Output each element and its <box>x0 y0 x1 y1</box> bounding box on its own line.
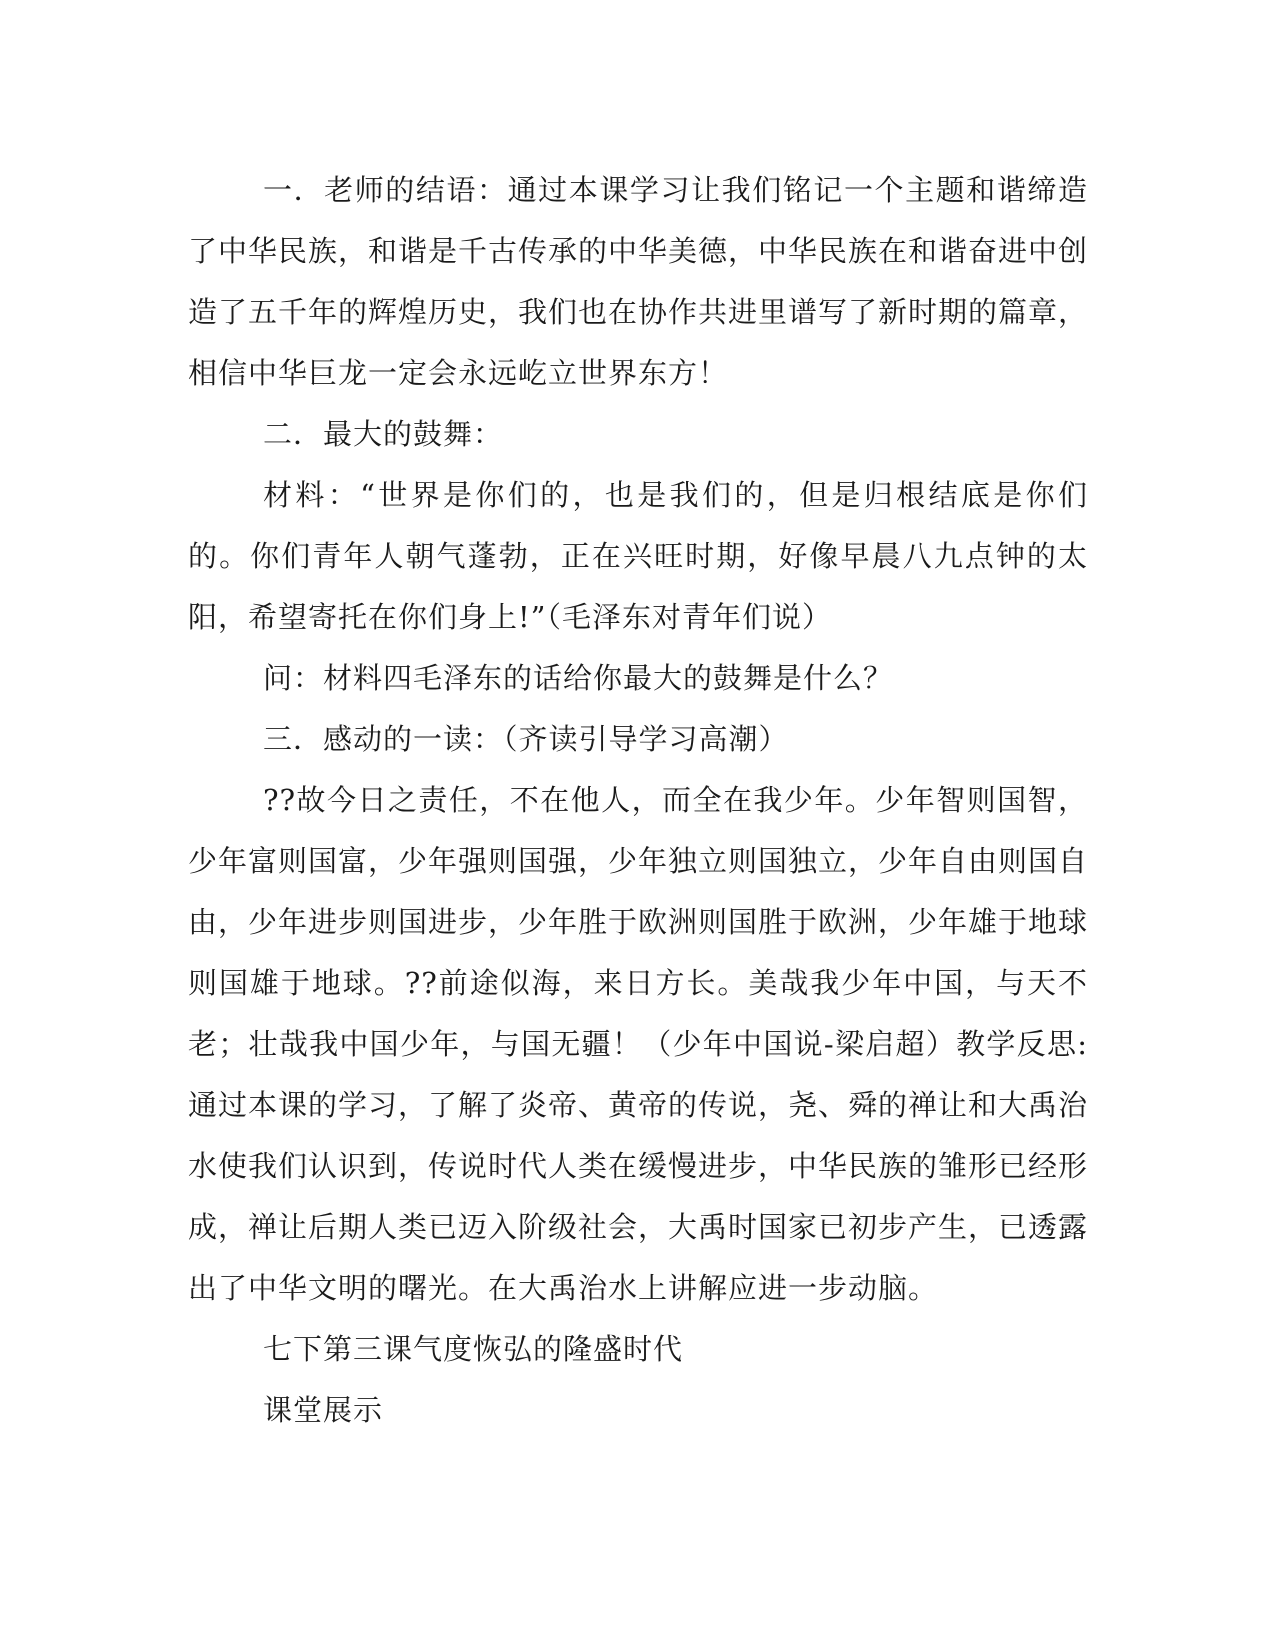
paragraph-reading-text: ??故今日之责任，不在他人，而全在我少年。少年智则国智，少年富则国富，少年强则国强，少年独立则国独立，少年自由则国自由，少年进步则国进步，少年胜于欧洲则国胜于欧洲，少年雄于地球则国雄于地球。??前途似海，来日方长。美哉我少年中国，与天不老；壮哉我中国少年，与国无疆！（少年中国说-梁启超）教学反思:通过本课的学习，了解了炎帝、黄帝的传说，尧、舜的禅让和大禹治水使我们认识到，传说时代人类在缓慢进步，中华民族的雏形已经形成，禅让后期人类已迈入阶级社会，大禹时国家已初步产生，已透露出了中华文明的曙光。在大禹治水上讲解应进一步动脑。 <box>188 783 1089 1305</box>
document-body <box>188 160 1088 1441</box>
paragraph-reading-heading: 三．感动的一读：（齐读引导学习高潮） <box>263 722 789 756</box>
paragraph-material-quote: 材料：“世界是你们的，也是我们的，但是归根结底是你们的。你们青年人朝气蓬勃，正在兴旺时期，好像早晨八九点钟的太阳，希望寄托在你们身上!”（毛泽东对青年们说） <box>188 478 1088 634</box>
paragraph-teacher-conclusion: 一．老师的结语：通过本课学习让我们铭记一个主题和谐缔造了中华民族，和谐是千古传承的中华美德，中华民族在和谐奋进中创造了五千年的辉煌历史，我们也在协作共进里谱写了新时期的篇章，相信中华巨龙一定会永远屹立世界东方！ <box>188 173 1089 390</box>
paragraph-classroom-display: 课堂展示 <box>263 1393 384 1427</box>
paragraph-greatest-encouragement-heading: 二．最大的鼓舞： <box>263 417 504 451</box>
paragraph-lesson-title: 七下第三课气度恢弘的隆盛时代 <box>263 1332 684 1366</box>
paragraph-question: 问：材料四毛泽东的话给你最大的鼓舞是什么？ <box>263 661 894 695</box>
